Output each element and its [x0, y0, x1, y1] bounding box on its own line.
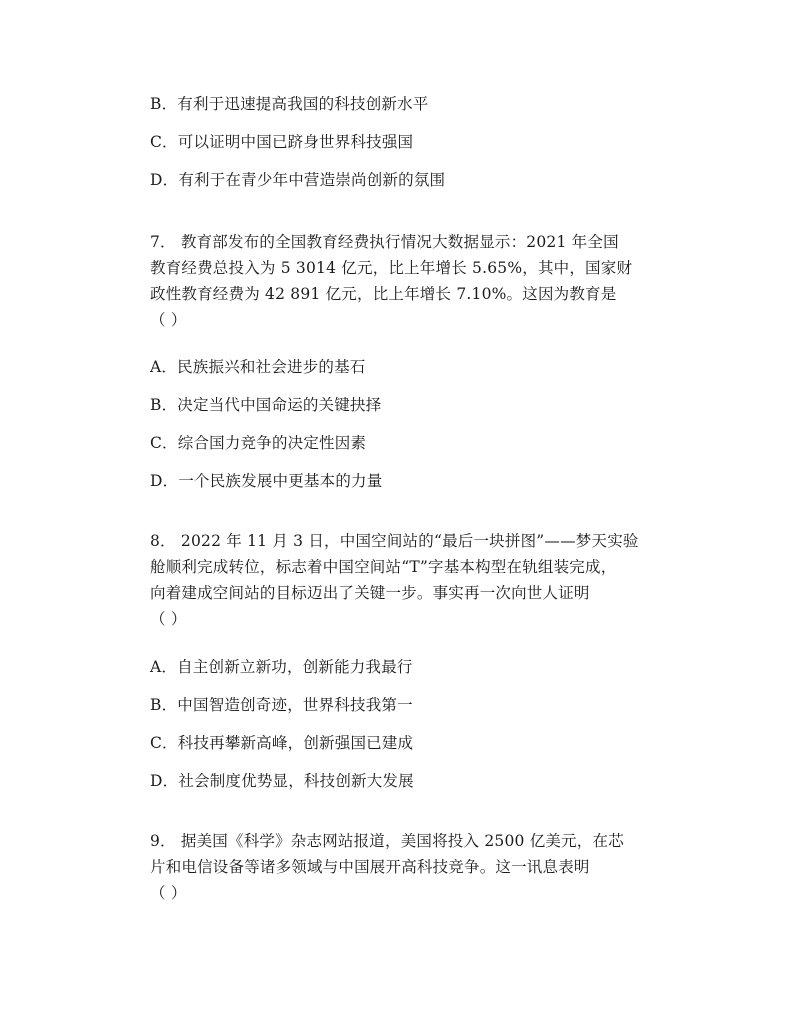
q8-answer-blank: （ ） [150, 610, 187, 628]
q9-answer-blank: （ ） [150, 884, 187, 902]
q7-option-b: B．决定当代中国命运的关键抉择 [150, 396, 382, 414]
q8-option-d: D．社会制度优势显，科技创新大发展 [150, 772, 414, 790]
q7-answer-blank: （ ） [150, 311, 187, 329]
q7-option-d: D．一个民族发展中更基本的力量 [150, 472, 383, 490]
q8-option-a: A．自主创新立新功，创新能力我最行 [150, 658, 413, 676]
q7-stem-line: 7． 教育部发布的全国教育经费执行情况大数据显示：2021 年全国 [150, 233, 619, 251]
q6-option-d: D．有利于在青少年中营造崇尚创新的氛围 [150, 171, 446, 189]
q9-stem-line: 片和电信设备等诸多领域与中国展开高科技竞争。这一讯息表明 [150, 858, 590, 876]
q8-stem-line: 向着建成空间站的目标迈出了关键一步。事实再一次向世人证明 [150, 584, 590, 602]
q7-stem [150, 229, 655, 333]
q8-stem [150, 528, 655, 632]
q6-option-c: C．可以证明中国已跻身世界科技强国 [150, 133, 414, 151]
q8-stem-line: 舱顺利完成转位，标志着中国空间站“T”字基本构型在轨组装完成， [150, 558, 617, 576]
q7-stem-line: 政性教育经费为 42 891 亿元，比上年增长 7.10%。这因为教育是 [150, 285, 617, 303]
q9-stem [150, 828, 655, 906]
q7-stem-line: 教育经费总投入为 5 3014 亿元，比上年增长 5.65%，其中，国家财 [150, 259, 633, 277]
q9-stem-line: 9． 据美国《科学》杂志网站报道，美国将投入 2500 亿美元，在芯 [150, 832, 624, 850]
q8-stem-line: 8． 2022 年 11 月 3 日，中国空间站的“最后一块拼图”——梦天实验 [150, 532, 639, 550]
q7-option-a: A．民族振兴和社会进步的基石 [150, 358, 366, 376]
q8-option-c: C．科技再攀新高峰，创新强国已建成 [150, 734, 414, 752]
q6-option-b: B．有利于迅速提高我国的科技创新水平 [150, 95, 429, 113]
q8-option-b: B．中国智造创奇迹，世界科技我第一 [150, 696, 413, 714]
q7-option-c: C．综合国力竞争的决定性因素 [150, 434, 367, 452]
